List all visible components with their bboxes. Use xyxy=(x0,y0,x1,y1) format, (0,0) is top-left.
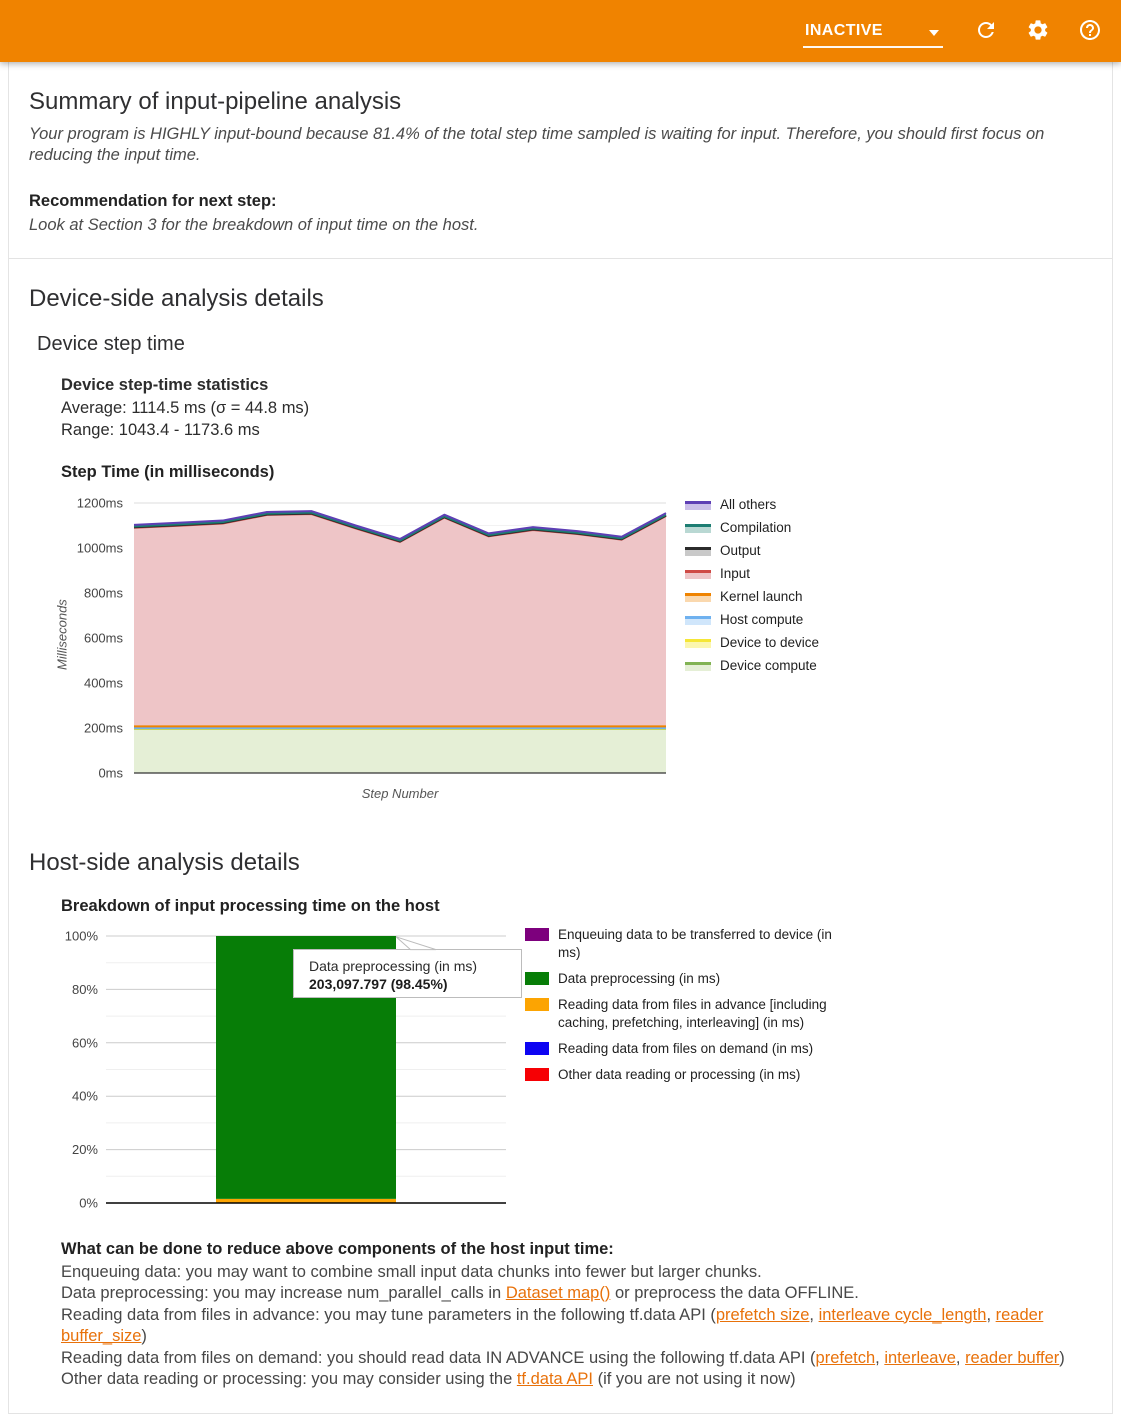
svg-text:100%: 100% xyxy=(64,928,98,944)
legend-item xyxy=(685,543,819,558)
device-chart-ylabel: Milliseconds xyxy=(54,599,70,671)
advice-line xyxy=(61,1262,1092,1284)
recommendation-text: Look at Section 3 for the breakdown of input time on the host. xyxy=(29,216,479,234)
run-status-value: INACTIVE xyxy=(805,22,883,39)
legend-label: Enqueuing data to be transferred to device (in ms) xyxy=(558,927,832,960)
svg-text:40%: 40% xyxy=(71,1088,98,1104)
summary-title: Summary of input-pipeline analysis xyxy=(29,88,402,115)
legend-label: Input xyxy=(720,566,751,581)
svg-text:1000ms: 1000ms xyxy=(76,540,123,556)
device-section xyxy=(9,259,1112,823)
svg-text:80%: 80% xyxy=(71,981,98,997)
legend-item xyxy=(525,926,865,962)
host-chart-plot-wrap xyxy=(61,924,511,1221)
advice-link[interactable]: Dataset map() xyxy=(505,1284,611,1302)
advice-text: (if you are not using it now) xyxy=(592,1370,796,1388)
help-button[interactable] xyxy=(1077,18,1103,44)
summary-body: Your program is HIGHLY input-bound because 81.4% of the total step time sampled is waiting for input. Therefore, you should first focus on reducing the input time. xyxy=(29,125,1045,164)
advice-text: , xyxy=(955,1348,966,1367)
svg-text:400ms: 400ms xyxy=(83,675,123,691)
device-chart-xlabel: Step Number xyxy=(361,786,439,801)
host-chart-legend xyxy=(525,926,865,1092)
legend-item xyxy=(685,612,819,627)
legend-swatch xyxy=(525,972,549,985)
legend-swatch xyxy=(685,546,711,556)
legend-swatch xyxy=(525,1068,549,1081)
legend-label: Other data reading or processing (in ms) xyxy=(558,1067,801,1082)
svg-text:60%: 60% xyxy=(71,1035,98,1051)
advice-text: Data preprocessing: you may increase num_parallel_calls in xyxy=(61,1284,506,1302)
tooltip-pointer xyxy=(391,936,441,951)
legend-swatch xyxy=(685,592,711,602)
advice-text: ) xyxy=(1059,1348,1065,1367)
advice-text: Other data reading or processing: you may consider using the xyxy=(61,1370,517,1388)
stats-heading: Device step-time statistics xyxy=(61,376,269,394)
tooltip-series-name: Data preprocessing (in ms) xyxy=(309,958,478,974)
legend-item xyxy=(685,497,819,512)
device-step-time-chart[interactable] xyxy=(71,490,671,780)
device-chart-area xyxy=(53,490,1092,801)
device-chart-title: Step Time (in milliseconds) xyxy=(61,463,275,481)
host-advice xyxy=(61,1239,1092,1391)
advice-link[interactable]: prefetch size xyxy=(715,1305,810,1324)
legend-label: Output xyxy=(720,543,761,558)
legend-swatch xyxy=(685,661,711,671)
advice-title: What can be done to reduce above components of the host input time: xyxy=(61,1240,614,1258)
advice-line xyxy=(61,1305,1092,1348)
legend-swatch xyxy=(525,998,549,1011)
host-section xyxy=(9,823,1112,1413)
svg-text:600ms: 600ms xyxy=(83,630,123,646)
advice-text: or preprocess the data OFFLINE. xyxy=(610,1284,859,1302)
legend-item xyxy=(685,635,819,650)
refresh-button[interactable] xyxy=(973,18,999,44)
legend-item xyxy=(525,970,865,988)
svg-text:1200ms: 1200ms xyxy=(76,495,123,511)
tooltip-value: 203,097.797 (98.45%) xyxy=(309,976,448,992)
content-card xyxy=(8,62,1113,1414)
svg-text:20%: 20% xyxy=(71,1142,98,1158)
advice-text: , xyxy=(875,1348,885,1367)
advice-link[interactable]: interleave cycle_length xyxy=(818,1305,987,1324)
host-chart-title: Breakdown of input processing time on the host xyxy=(61,897,440,915)
legend-item xyxy=(685,658,819,673)
summary-section xyxy=(9,62,1112,258)
host-section-title: Host-side analysis details xyxy=(29,849,300,876)
legend-swatch xyxy=(685,615,711,625)
device-step-time-stats xyxy=(61,374,1092,441)
device-chart-plot-wrap xyxy=(71,490,671,801)
legend-label: Reading data from files on demand (in ms) xyxy=(558,1041,814,1056)
legend-label: Device to device xyxy=(720,635,820,650)
app-header xyxy=(0,0,1121,62)
chart-tooltip xyxy=(293,949,522,998)
advice-lines xyxy=(61,1262,1092,1391)
advice-link[interactable]: interleave xyxy=(884,1348,956,1367)
advice-line xyxy=(61,1283,1092,1305)
legend-item xyxy=(525,1066,865,1084)
advice-line xyxy=(61,1348,1092,1370)
legend-item xyxy=(685,520,819,535)
svg-text:800ms: 800ms xyxy=(83,585,123,601)
legend-label: All others xyxy=(720,497,777,512)
legend-swatch xyxy=(685,523,711,533)
stats-range: Range: 1043.4 - 1173.6 ms xyxy=(61,421,260,439)
advice-text: , xyxy=(809,1305,819,1324)
advice-text: ) xyxy=(141,1327,147,1345)
legend-label: Data preprocessing (in ms) xyxy=(558,971,721,986)
run-status-select[interactable] xyxy=(803,14,943,48)
legend-label: Kernel launch xyxy=(720,589,803,604)
legend-label: Reading data from files in advance [including caching, prefetching, interleaving] (in ms) xyxy=(558,997,827,1030)
stats-average: Average: 1114.5 ms (σ = 44.8 ms) xyxy=(61,399,310,417)
legend-swatch xyxy=(685,638,711,648)
gear-icon xyxy=(1026,18,1050,45)
recommendation-label: Recommendation for next step: xyxy=(29,192,277,210)
advice-link[interactable]: reader buffer_size xyxy=(61,1305,1044,1345)
svg-text:200ms: 200ms xyxy=(83,720,123,736)
device-section-title: Device-side analysis details xyxy=(29,285,324,312)
refresh-icon xyxy=(974,18,998,45)
chevron-down-icon xyxy=(929,30,939,36)
legend-swatch xyxy=(685,500,711,510)
advice-line xyxy=(61,1369,1092,1391)
legend-label: Device compute xyxy=(720,658,817,673)
legend-swatch xyxy=(685,569,711,579)
advice-link[interactable]: prefetch xyxy=(815,1348,876,1367)
host-chart-area xyxy=(61,924,1092,1221)
advice-text: Enqueuing data: you may want to combine small input data chunks into fewer but larger chunks. xyxy=(61,1262,762,1281)
advice-text: Reading data from files on demand: you should read data IN ADVANCE using the following tf.data API ( xyxy=(61,1348,816,1367)
legend-label: Compilation xyxy=(720,520,792,535)
device-chart-legend xyxy=(685,497,819,681)
legend-item xyxy=(685,589,819,604)
advice-link[interactable]: tf.data API xyxy=(516,1370,593,1388)
settings-button[interactable] xyxy=(1025,18,1051,44)
advice-text: , xyxy=(986,1305,996,1324)
legend-item xyxy=(685,566,819,581)
svg-text:0%: 0% xyxy=(79,1195,98,1211)
legend-swatch xyxy=(525,1042,549,1055)
legend-label: Host compute xyxy=(720,612,804,627)
legend-swatch xyxy=(525,928,549,941)
advice-link[interactable]: reader buffer xyxy=(965,1348,1060,1367)
svg-text:0ms: 0ms xyxy=(98,765,123,780)
device-step-time-title: Device step time xyxy=(37,333,185,355)
legend-item xyxy=(525,996,865,1032)
legend-item xyxy=(525,1040,865,1058)
advice-text: Reading data from files in advance: you may tune parameters in the following tf.data API ( xyxy=(61,1305,716,1324)
help-icon xyxy=(1078,18,1102,45)
